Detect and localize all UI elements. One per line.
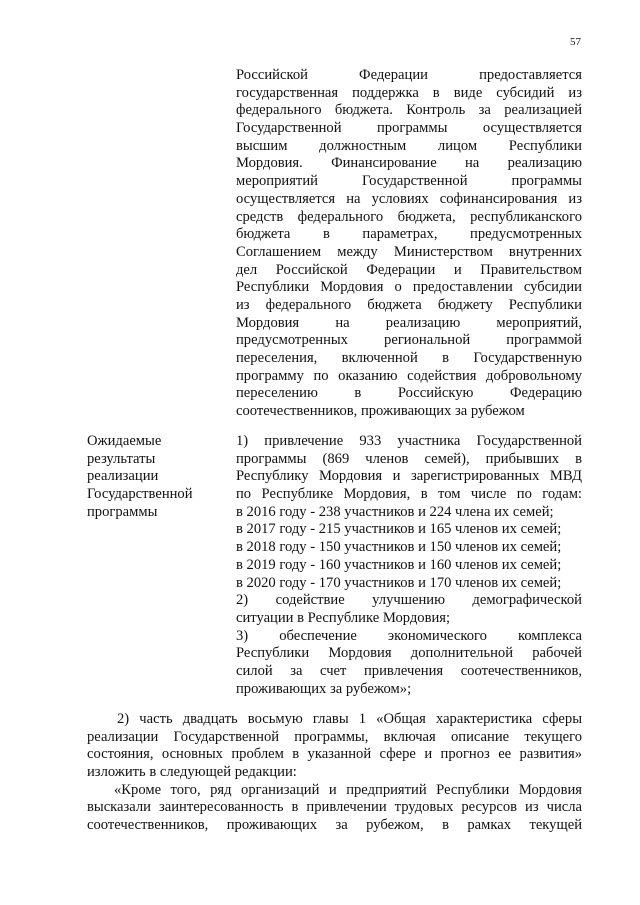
text-line: реализации Государственной программы, включая описание текущего — [87, 728, 582, 745]
text-line: Российской Федерации предоставляется — [236, 67, 582, 83]
text-line: из федерального бюджета бюджету Республики — [236, 296, 582, 313]
text-line: соотечественников, проживающих за рубежом, в рамках текущей — [87, 817, 582, 834]
text-line: Соглашением между Министерством внутренних — [236, 243, 582, 260]
text-line: состояния, основных проблем в указанной сфере и прогноз ее развития» — [87, 746, 582, 763]
text-line: 1) привлечение 933 участника Государственной — [236, 433, 582, 449]
text-line: переселения, включенной в Государственную — [236, 350, 582, 366]
text-line: по Республике Мордовия, в том числе по годам: — [236, 486, 582, 503]
text-line: переселению в Российскую Федерацию — [236, 385, 582, 402]
text-line: Республики Мордовия о предоставлении субсидии — [236, 279, 582, 296]
text-line: государственная поддержка в виде субсидий из — [236, 84, 582, 101]
text-line: программы (869 членов семей), прибывших в — [236, 450, 582, 467]
text-line: Мордовия на реализацию мероприятий, — [236, 314, 582, 331]
text-line: предусмотренных региональной программой — [236, 332, 582, 349]
text-line: высшим должностным лицом Республики — [236, 137, 582, 154]
expected-results-text — [236, 433, 582, 698]
text-line: соотечественников, проживающих за рубежом — [236, 403, 525, 420]
label-line: Государственной — [87, 486, 193, 503]
text-line: бюджета в параметрах, предусмотренных — [236, 226, 582, 243]
text-line: федерального бюджета. Контроль за реализацией — [236, 102, 582, 119]
text-line: высказали заинтересованность в привлечении трудовых ресурсов из числа — [87, 799, 582, 816]
text-line: Государственной программы осуществляется — [236, 120, 582, 137]
text-line: силой за счет привлечения соотечественников, — [236, 662, 582, 679]
program-funding-text — [236, 67, 582, 421]
text-line: 3) обеспечение экономического комплекса — [236, 627, 582, 644]
label-line: программы — [87, 503, 158, 520]
text-line: в 2016 году - 238 участников и 224 члена их семей; — [236, 503, 554, 520]
text-line: в 2019 году - 160 участников и 160 членов их семей; — [236, 556, 562, 573]
text-line: средств федерального бюджета, республиканского — [236, 208, 582, 225]
page-number: 57 — [570, 36, 581, 48]
text-line: 2) часть двадцать восьмую главы 1 «Общая характеристика сферы — [117, 711, 582, 727]
label-line: результаты — [87, 450, 156, 467]
text-line: ситуации в Республике Мордовия; — [236, 609, 451, 626]
text-line: Мордовия. Финансирование на реализацию — [236, 155, 582, 172]
text-line: дел Российской Федерации и Правительством — [236, 261, 582, 278]
expected-results-label — [87, 433, 227, 521]
label-line: Ожидаемые — [87, 433, 162, 449]
text-line: изложить в следующей редакции: — [87, 764, 297, 781]
text-line: в 2017 году - 215 участников и 165 членов их семей; — [236, 521, 562, 538]
text-line: мероприятий Государственной программы — [236, 173, 582, 190]
text-line: в 2018 году - 150 участников и 150 членов их семей; — [236, 539, 562, 556]
text-line: в 2020 году - 170 участников и 170 членов их семей; — [236, 574, 562, 591]
label-line: реализации — [87, 468, 159, 485]
text-line: осуществляется на условиях софинансирования из — [236, 190, 582, 207]
text-line: 2) содействие улучшению демографической — [236, 592, 582, 609]
text-line: Республики Мордовия дополнительной рабочей — [236, 645, 582, 662]
text-line: «Кроме того, ряд организаций и предприятий Республики Мордовия — [114, 781, 582, 798]
text-line: программу по оказанию содействия добровольному — [236, 367, 582, 384]
amendment-text — [87, 711, 582, 835]
text-line: проживающих за рубежом»; — [236, 680, 412, 697]
text-line: Республику Мордовия и зарегистрированных МВД — [236, 468, 582, 485]
